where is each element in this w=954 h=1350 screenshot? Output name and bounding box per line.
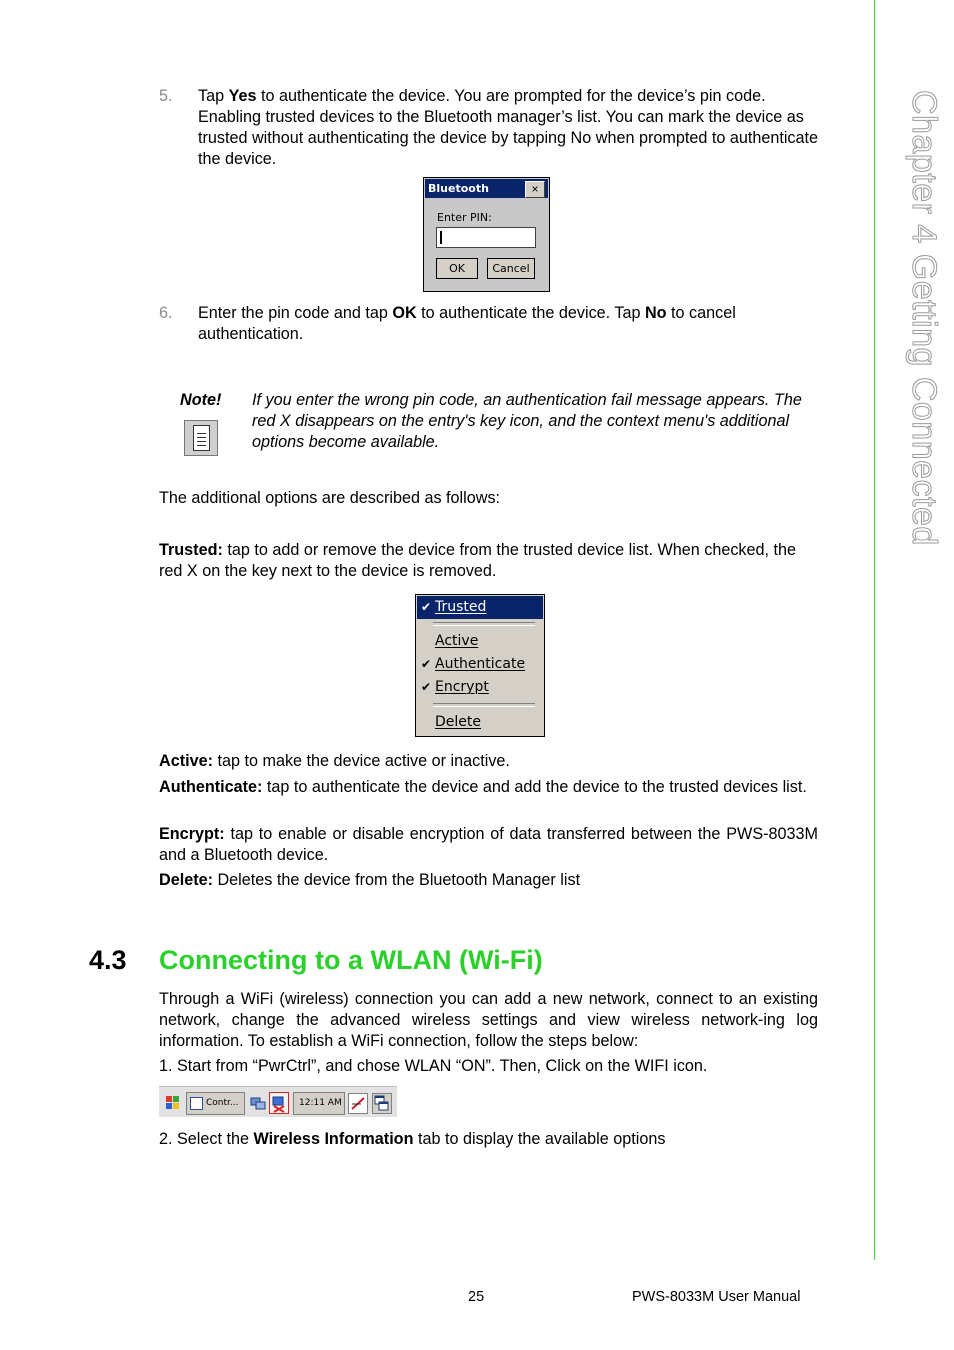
- encrypt-description: Encrypt: tap to enable or disable encryption of data transferred between the PWS-8033M and a Bluetooth device.: [159, 825, 818, 864]
- note-document-icon: [184, 420, 218, 456]
- menu-item-authenticate[interactable]: ✔ Authenticate: [417, 653, 543, 676]
- section-number: 4.3: [89, 945, 127, 975]
- device-context-menu: [415, 594, 545, 737]
- manual-title: PWS-8033M User Manual: [632, 1289, 801, 1305]
- clock-time: 12:11 AM: [299, 1098, 342, 1108]
- note-label: Note!: [180, 391, 222, 409]
- note-icon-line: [197, 441, 206, 442]
- checkmark-icon: ✔: [421, 680, 432, 694]
- wifi-step-2: 2. Select the Wireless Information tab to display the available options: [159, 1130, 666, 1148]
- dialog-titlebar: [425, 179, 548, 198]
- menu-item-trusted[interactable]: ✔ Trusted: [417, 596, 543, 619]
- menu-separator: [433, 622, 535, 626]
- menu-item-delete[interactable]: Delete: [435, 714, 481, 730]
- clock-box[interactable]: [293, 1092, 345, 1115]
- taskbar: [159, 1086, 397, 1117]
- section-title: Connecting to a WLAN (Wi-Fi): [159, 945, 543, 975]
- note-icon-line: [197, 445, 206, 446]
- cancel-button[interactable]: Cancel: [487, 258, 535, 279]
- note-icon-line: [197, 433, 206, 434]
- menu-separator: [433, 703, 535, 707]
- taskbar-app-button[interactable]: [186, 1092, 245, 1115]
- dialog-title: Bluetooth: [428, 182, 489, 195]
- pin-label: Enter PIN:: [437, 211, 492, 224]
- wifi-intro: Through a WiFi (wireless) connection you can add a new network, connect to an existing network, change the advanced wireless settings and view wireless network-ing log information. To establish a WiFi connection, follow the steps below:: [159, 990, 818, 1050]
- wifi-step-1: 1. Start from “PwrCtrl”, and chose WLAN “ON”. Then, Click on the WIFI icon.: [159, 1057, 708, 1075]
- wifi-icon[interactable]: [269, 1092, 289, 1114]
- step-6-text: Enter the pin code and tap OK to authenticate the device. Tap No to cancel authentication.: [198, 304, 736, 343]
- note-icon-line: [197, 437, 206, 438]
- network-icon[interactable]: [250, 1095, 266, 1111]
- delete-description: Delete: Deletes the device from the Bluetooth Manager list: [159, 871, 581, 889]
- note-text: If you enter the wrong pin code, an authentication fail message appears. The red X disappears on the entry's key icon, and the context menu's additional options become available.: [252, 391, 802, 451]
- desktop-windows-icon[interactable]: [372, 1093, 392, 1114]
- close-button[interactable]: ×: [525, 181, 545, 198]
- input-panel-icon[interactable]: [348, 1093, 368, 1114]
- active-description: Active: tap to make the device active or inactive.: [159, 752, 510, 770]
- ok-button[interactable]: OK: [436, 258, 478, 279]
- start-windows-icon[interactable]: [164, 1093, 182, 1113]
- menu-item-active[interactable]: Active: [435, 633, 479, 649]
- checkmark-icon: ✔: [421, 600, 432, 614]
- step-5-number: 5.: [159, 87, 173, 105]
- checkmark-icon: ✔: [421, 657, 432, 671]
- note-paper-icon: [193, 425, 210, 451]
- page-number: 25: [468, 1289, 485, 1305]
- chapter-side-rule: [874, 0, 875, 1260]
- chapter-side-label: Chapter 4 Getting Connected: [905, 90, 943, 546]
- control-panel-icon: [190, 1097, 203, 1110]
- text-cursor: [440, 231, 442, 244]
- bluetooth-pin-dialog: [423, 177, 550, 292]
- step-6-number: 6.: [159, 304, 173, 322]
- pin-input[interactable]: [436, 227, 536, 248]
- menu-item-encrypt[interactable]: ✔ Encrypt: [417, 676, 543, 699]
- taskbar-app-label: Contr...: [206, 1098, 239, 1108]
- step-5-text: Tap Yes to authenticate the device. You are prompted for the device’s pin code. Enabling trusted devices to the Bluetooth manager’s list. You can mark the device as trusted without authenticating the device by tapping No when prompted to authenticate the device.: [198, 87, 819, 168]
- authenticate-description: Authenticate: tap to authenticate the device and add the device to the trusted devices list.: [159, 778, 807, 796]
- trusted-description: Trusted: tap to add or remove the device from the trusted device list. When checked, the red X on the key next to the device is removed.: [159, 541, 797, 580]
- options-intro: The additional options are described as follows:: [159, 489, 501, 507]
